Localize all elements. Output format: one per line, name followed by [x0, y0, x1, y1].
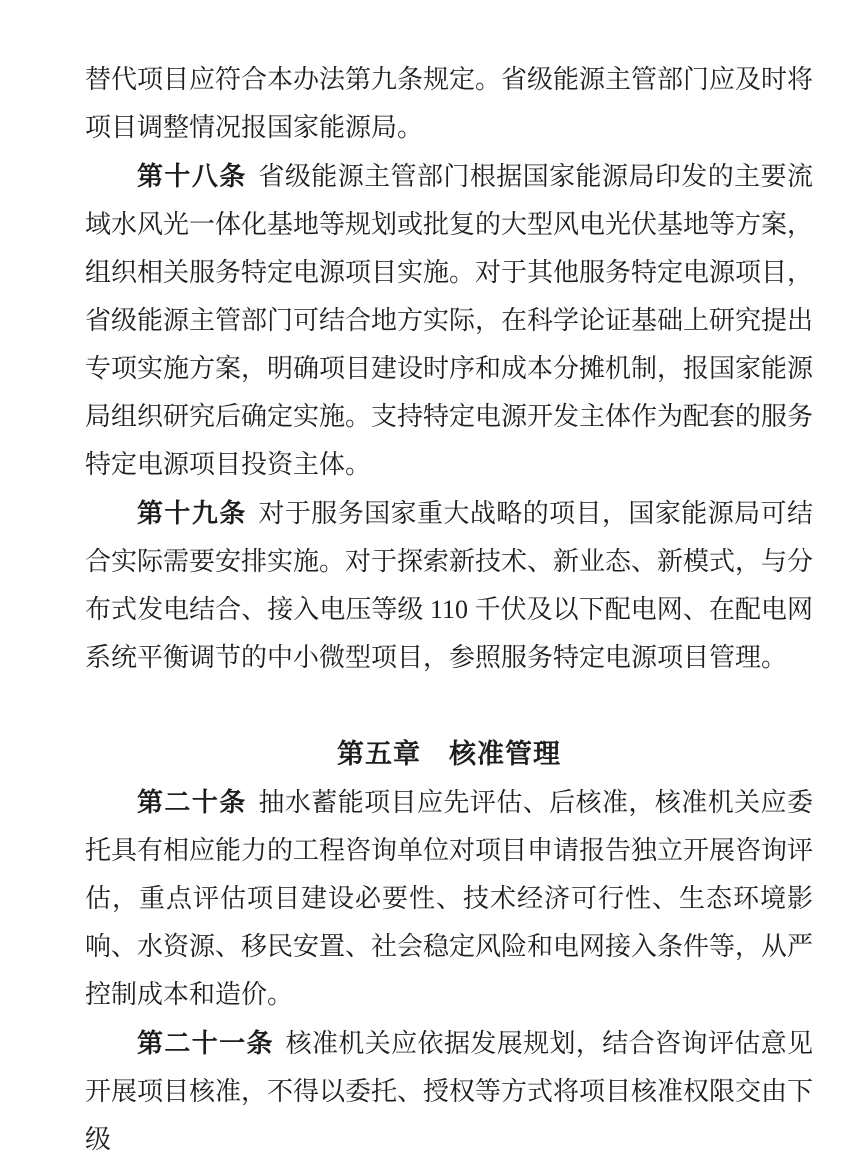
paragraph	[85, 152, 813, 489]
paragraph	[85, 1019, 813, 1164]
article-number: 第二十条	[137, 787, 247, 817]
paragraph-text: 抽水蓄能项目应先评估、后核准，核准机关应委托具有相应能力的工程咨询单位对项目申请报告独立开展咨询评估，重点评估项目建设必要性、技术经济可行性、生态环境影响、水资源、移民安置、社会稳定风险和电网接入条件等，从严控制成本和造价。	[85, 788, 814, 1009]
article-number: 第十八条	[137, 161, 247, 191]
article-number: 第十九条	[137, 498, 247, 528]
paragraph-text: 省级能源主管部门根据国家能源局印发的主要流域水风光一体化基地等规划或批复的大型风电光伏基地等方案，组织相关服务特定电源项目实施。对于其他服务特定电源项目，省级能源主管部门可结合地方实际，在科学论证基础上研究提出专项实施方案，明确项目建设时序和成本分摊机制，报国家能源局组织研究后确定实施。支持特定电源开发主体作为配套的服务特定电源项目投资主体。	[85, 162, 814, 479]
article-number: 第二十一条	[137, 1028, 274, 1058]
chapter-heading: 第五章 核准管理	[337, 739, 561, 769]
paragraph	[85, 778, 813, 1019]
paragraph-text: 替代项目应符合本办法第九条规定。省级能源主管部门应及时将项目调整情况报国家能源局。	[85, 65, 814, 142]
paragraph-text: 核准机关应依据发展规划，结合咨询评估意见开展项目核准，不得以委托、授权等方式将项目核准权限交由下级	[85, 1029, 814, 1154]
paragraph	[85, 56, 813, 152]
paragraph-text: 对于服务国家重大战略的项目，国家能源局可结合实际需要安排实施。对于探索新技术、新业态、新模式，与分布式发电结合、接入电压等级 110 千伏及以下配电网、在配电网系统平衡调节的中小微型项目，参照服务特定电源项目管理。	[85, 499, 814, 672]
paragraph	[85, 489, 813, 682]
